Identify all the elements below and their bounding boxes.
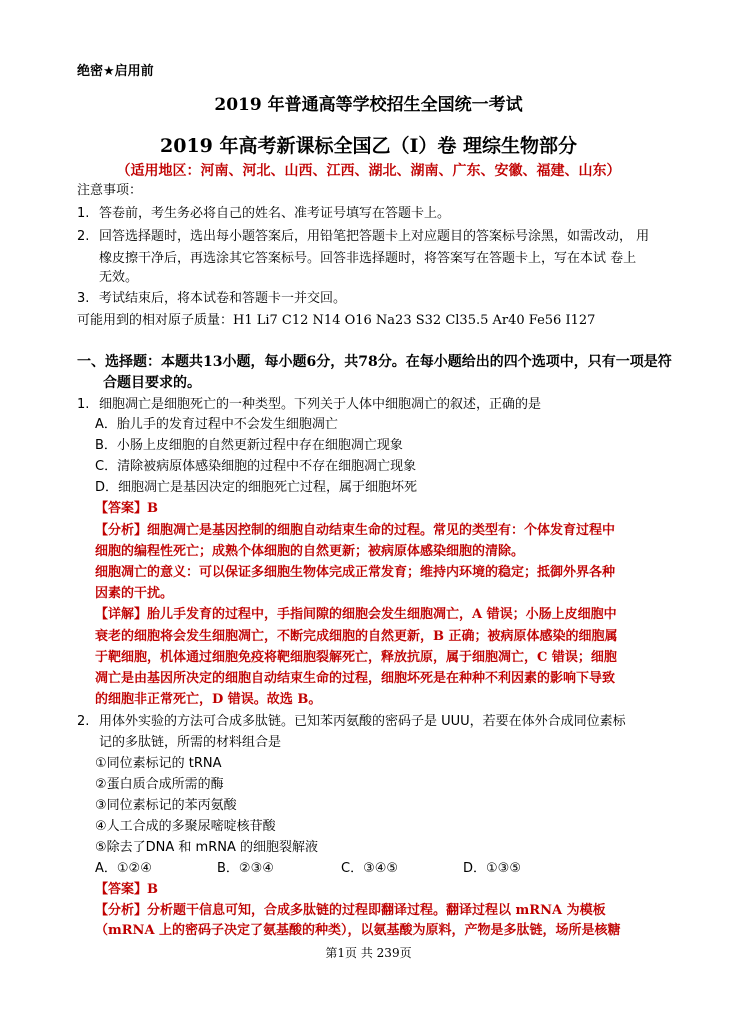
q2-option-b: B．②③④	[217, 861, 274, 876]
notice-item-1: 1. 答卷前，考生务必将自己的姓名、准考证号填写在答题卡上。	[77, 206, 451, 221]
notice-item-2: 2. 回答选择题时，选出每小题答案后，用铅笔把答题卡上对应题目的答案标号涂黑，如需改动， 用	[77, 229, 650, 244]
q1-answer: 【答案】B	[95, 501, 158, 516]
q2-answer: 【答案】B	[95, 882, 158, 897]
q2-option-a: A．①②④	[95, 861, 152, 876]
q2-analysis-line: （mRNA 上的密码子决定了氨基酸的种类），以氨基酸为原料，产物是多肽链，场所是核糖	[95, 923, 621, 938]
question-2-stem: 2. 用体外实验的方法可合成多肽链。已知苯丙氨酸的密码子是 UUU，若要在体外合成同位素标	[77, 714, 626, 729]
q2-option-d: D．①③⑤	[463, 861, 521, 876]
q1-option-c: C．清除被病原体感染细胞的过程中不存在细胞凋亡现象	[95, 459, 417, 474]
q1-analysis-line: 细胞的编程性死亡；成熟个体细胞的自然更新；被病原体感染细胞的清除。	[95, 544, 525, 559]
q1-detail-line: 凋亡是由基因所决定的细胞自动结束生命的过程，细胞坏死是在种种不利因素的影响下导致	[95, 671, 616, 686]
q1-option-a: A．胎儿手的发育过程中不会发生细胞凋亡	[95, 417, 338, 432]
q1-analysis-line: 细胞凋亡的意义：可以保证多细胞生物体完成正常发育；维持内环境的稳定；抵御外界各种	[95, 565, 616, 580]
notice-item-2-cont: 无效。	[99, 270, 139, 285]
q1-analysis-line: 因素的干扰。	[95, 586, 174, 601]
q2-item: ④人工合成的多聚尿嘧啶核苷酸	[95, 819, 276, 834]
q1-option-b: B．小肠上皮细胞的自然更新过程中存在细胞凋亡现象	[95, 438, 403, 453]
applicable-region: （适用地区：河南、河北、山西、江西、湖北、湖南、广东、安徽、福建、山东）	[116, 163, 621, 179]
confidential-label: 绝密★启用前	[77, 64, 154, 79]
question-1-stem: 1. 细胞凋亡是细胞死亡的一种类型。下列关于人体中细胞凋亡的叙述，正确的是	[77, 397, 542, 412]
q2-option-c: C．③④⑤	[341, 861, 399, 876]
q1-detail-line: 【详解】胎儿手发育的过程中，手指间隙的细胞会发生细胞凋亡，A 错误；小肠上皮细胞中	[95, 607, 617, 622]
q2-item: ③同位素标记的苯丙氨酸	[95, 798, 237, 813]
q1-detail-line: 于靶细胞，机体通过细胞免疫将靶细胞裂解死亡，释放抗原，属于细胞凋亡，C 错误；细胞	[95, 650, 617, 665]
q2-item: ⑤除去了DNA 和 mRNA 的细胞裂解液	[95, 840, 318, 855]
page-footer: 第1页 共 239页	[325, 946, 412, 960]
notice-item-3: 3. 考试结束后，将本试卷和答题卡一并交回。	[77, 291, 347, 306]
q2-item: ①同位素标记的 tRNA	[95, 756, 222, 771]
q1-detail-line: 的细胞非正常死亡，D 错误。故选 B。	[95, 692, 322, 707]
notice-heading: 注意事项：	[77, 183, 143, 198]
q2-item: ②蛋白质合成所需的酶	[95, 777, 224, 792]
q1-analysis-line: 【分析】细胞凋亡是基因控制的细胞自动结束生命的过程。常见的类型有：个体发育过程中	[95, 523, 616, 538]
paper-title: 2019 年高考新课标全国乙（Ⅰ）卷 理综生物部分	[160, 135, 577, 157]
section-heading-cont: 合题目要求的。	[103, 375, 201, 391]
question-2-stem-cont: 记的多肽链，所需的材料组合是	[99, 735, 282, 750]
q2-analysis-line: 【分析】分析题干信息可知，合成多肽链的过程即翻译过程。翻译过程以 mRNA 为模板	[95, 903, 606, 918]
exam-title: 2019 年普通高等学校招生全国统一考试	[214, 95, 523, 115]
atomic-mass-line: 可能用到的相对原子质量：H1 Li7 C12 N14 O16 Na23 S32 Cl35.5 Ar40 Fe56 I127	[77, 313, 596, 328]
notice-item-2-cont: 橡皮擦干净后，再选涂其它答案标号。回答非选择题时，将答案写在答题卡上，写在本试 卷上	[99, 251, 637, 266]
section-heading: 一、选择题：本题共13小题，每小题6分，共78分。在每小题给出的四个选项中，只有一项是符	[77, 354, 672, 370]
q2-options	[95, 859, 695, 879]
q1-option-d: D．细胞凋亡是基因决定的细胞死亡过程，属于细胞坏死	[95, 480, 418, 495]
q1-detail-line: 衰老的细胞将会发生细胞凋亡，不断完成细胞的自然更新，B 正确；被病原体感染的细胞属	[95, 629, 618, 644]
